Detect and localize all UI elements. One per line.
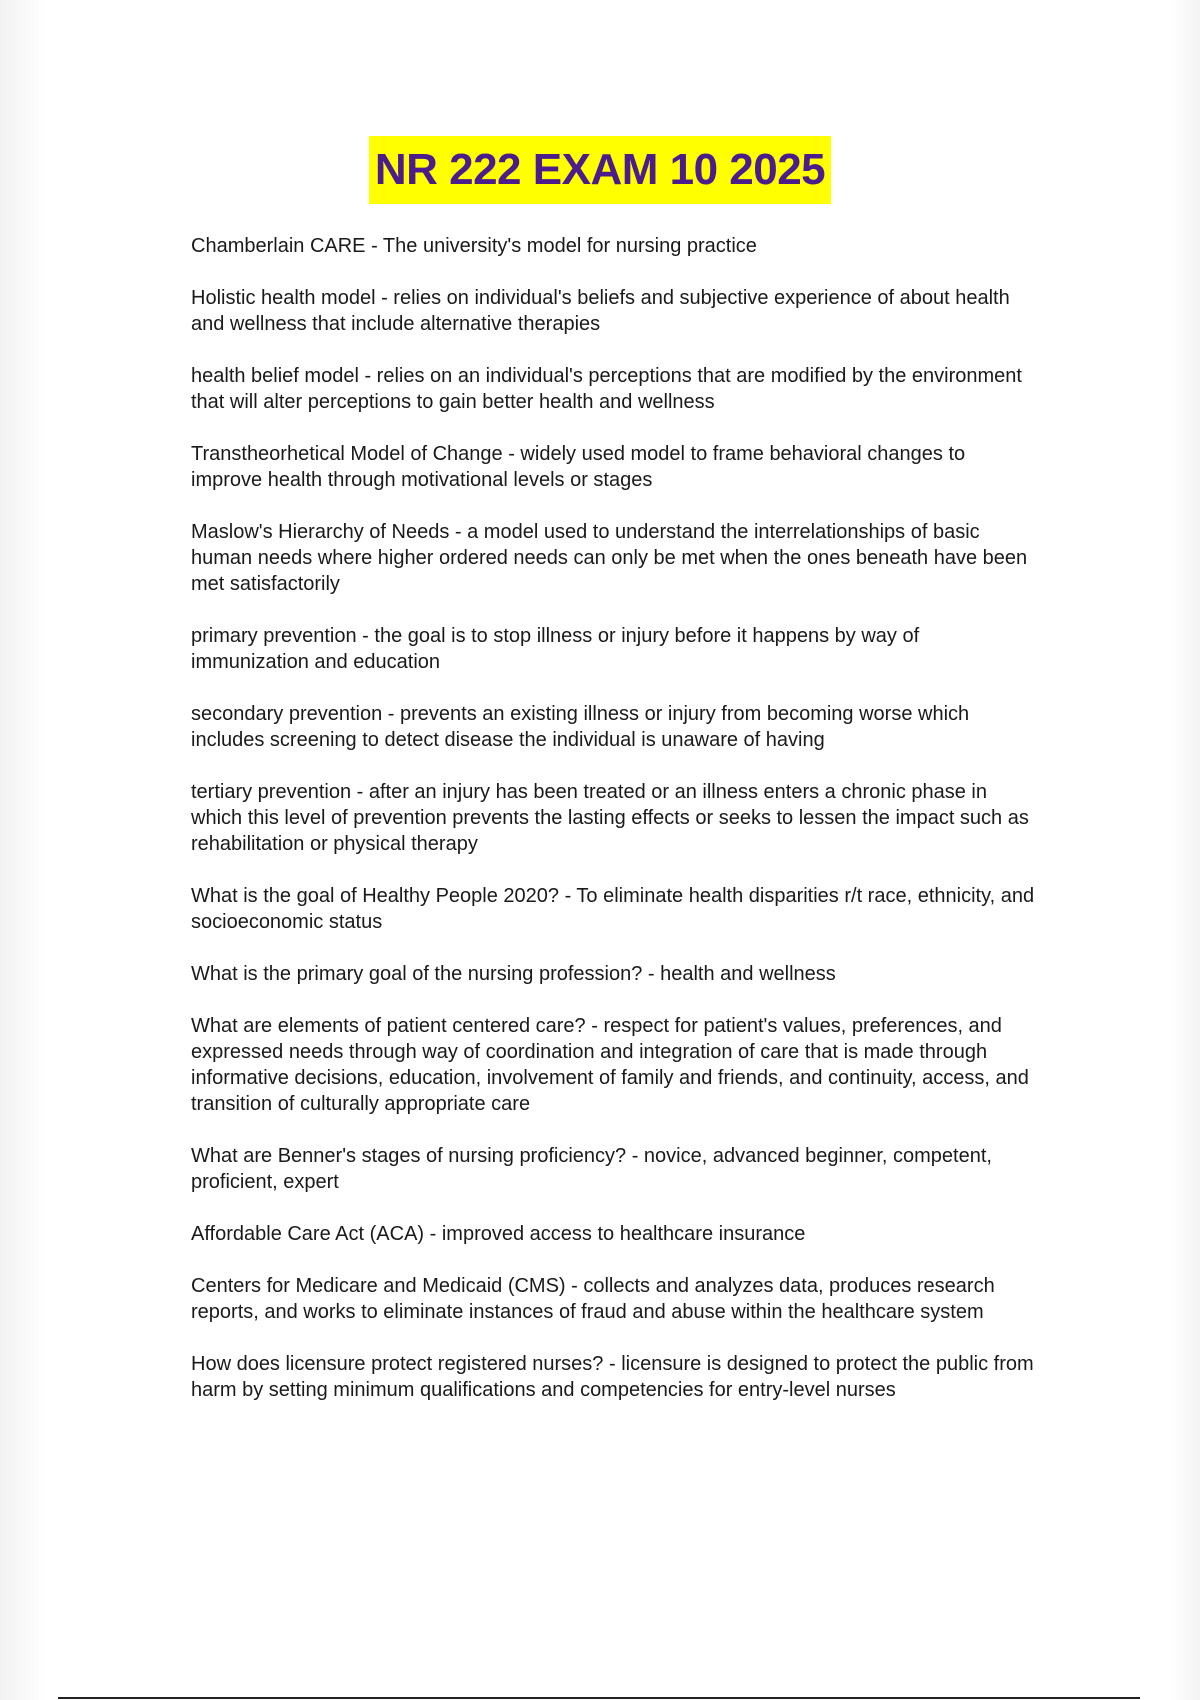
flashcard-entry: How does licensure protect registered nurses? - licensure is designed to protect the public from harm by setting minimum qualifications and competencies for entry-level nurses: [191, 1353, 1034, 1401]
flashcard-entry: What is the goal of Healthy People 2020? - To eliminate health disparities r/t race, ethnicity, and socioeconomic status: [191, 885, 1035, 933]
flashcard-entry: Chamberlain CARE - The university's model for nursing practice: [191, 235, 757, 257]
flashcard-entry: Transtheorhetical Model of Change - widely used model to frame behavioral changes to improve health through motivational levels or stages: [191, 443, 966, 491]
page-edge-shadow-right: [1170, 0, 1200, 1700]
flashcard-entry: Affordable Care Act (ACA) - improved access to healthcare insurance: [191, 1223, 806, 1245]
title-block: [0, 136, 1200, 204]
flashcard-entry: health belief model - relies on an individual's perceptions that are modified by the environment that will alter perceptions to gain better health and wellness: [191, 365, 1022, 413]
flashcard-list: [191, 233, 1041, 1429]
flashcard-entry: Holistic health model - relies on individual's beliefs and subjective experience of about health and wellness that include alternative therapies: [191, 287, 1010, 335]
flashcard-entry: Maslow's Hierarchy of Needs - a model used to understand the interrelationships of basic human needs where higher ordered needs can only be met when the ones beneath have been met satisfactorily: [191, 521, 1028, 595]
flashcard-entry: What are elements of patient centered care? - respect for patient's values, preferences, and expressed needs through way of coordination and integration of care that is made through informative decisions, education, involvement of family and friends, and continuity, access, and transition of culturally appropriate care: [191, 1015, 1029, 1115]
document-title: NR 222 EXAM 10 2025: [369, 136, 831, 204]
flashcard-entry: primary prevention - the goal is to stop illness or injury before it happens by way of immunization and education: [191, 625, 920, 673]
flashcard-entry: What is the primary goal of the nursing profession? - health and wellness: [191, 963, 836, 985]
flashcard-entry: What are Benner's stages of nursing proficiency? - novice, advanced beginner, competent, proficient, expert: [191, 1145, 992, 1193]
flashcard-entry: secondary prevention - prevents an existing illness or injury from becoming worse which includes screening to detect disease the individual is unaware of having: [191, 703, 970, 751]
flashcard-entry: tertiary prevention - after an injury has been treated or an illness enters a chronic phase in which this level of prevention prevents the lasting effects or seeks to lessen the impact such as rehabilitation or physical therapy: [191, 781, 1029, 855]
page-edge-shadow-left: [0, 0, 46, 1700]
flashcard-entry: Centers for Medicare and Medicaid (CMS) - collects and analyzes data, produces research reports, and works to eliminate instances of fraud and abuse within the healthcare system: [191, 1275, 995, 1323]
page-bottom-divider: [58, 1697, 1140, 1699]
